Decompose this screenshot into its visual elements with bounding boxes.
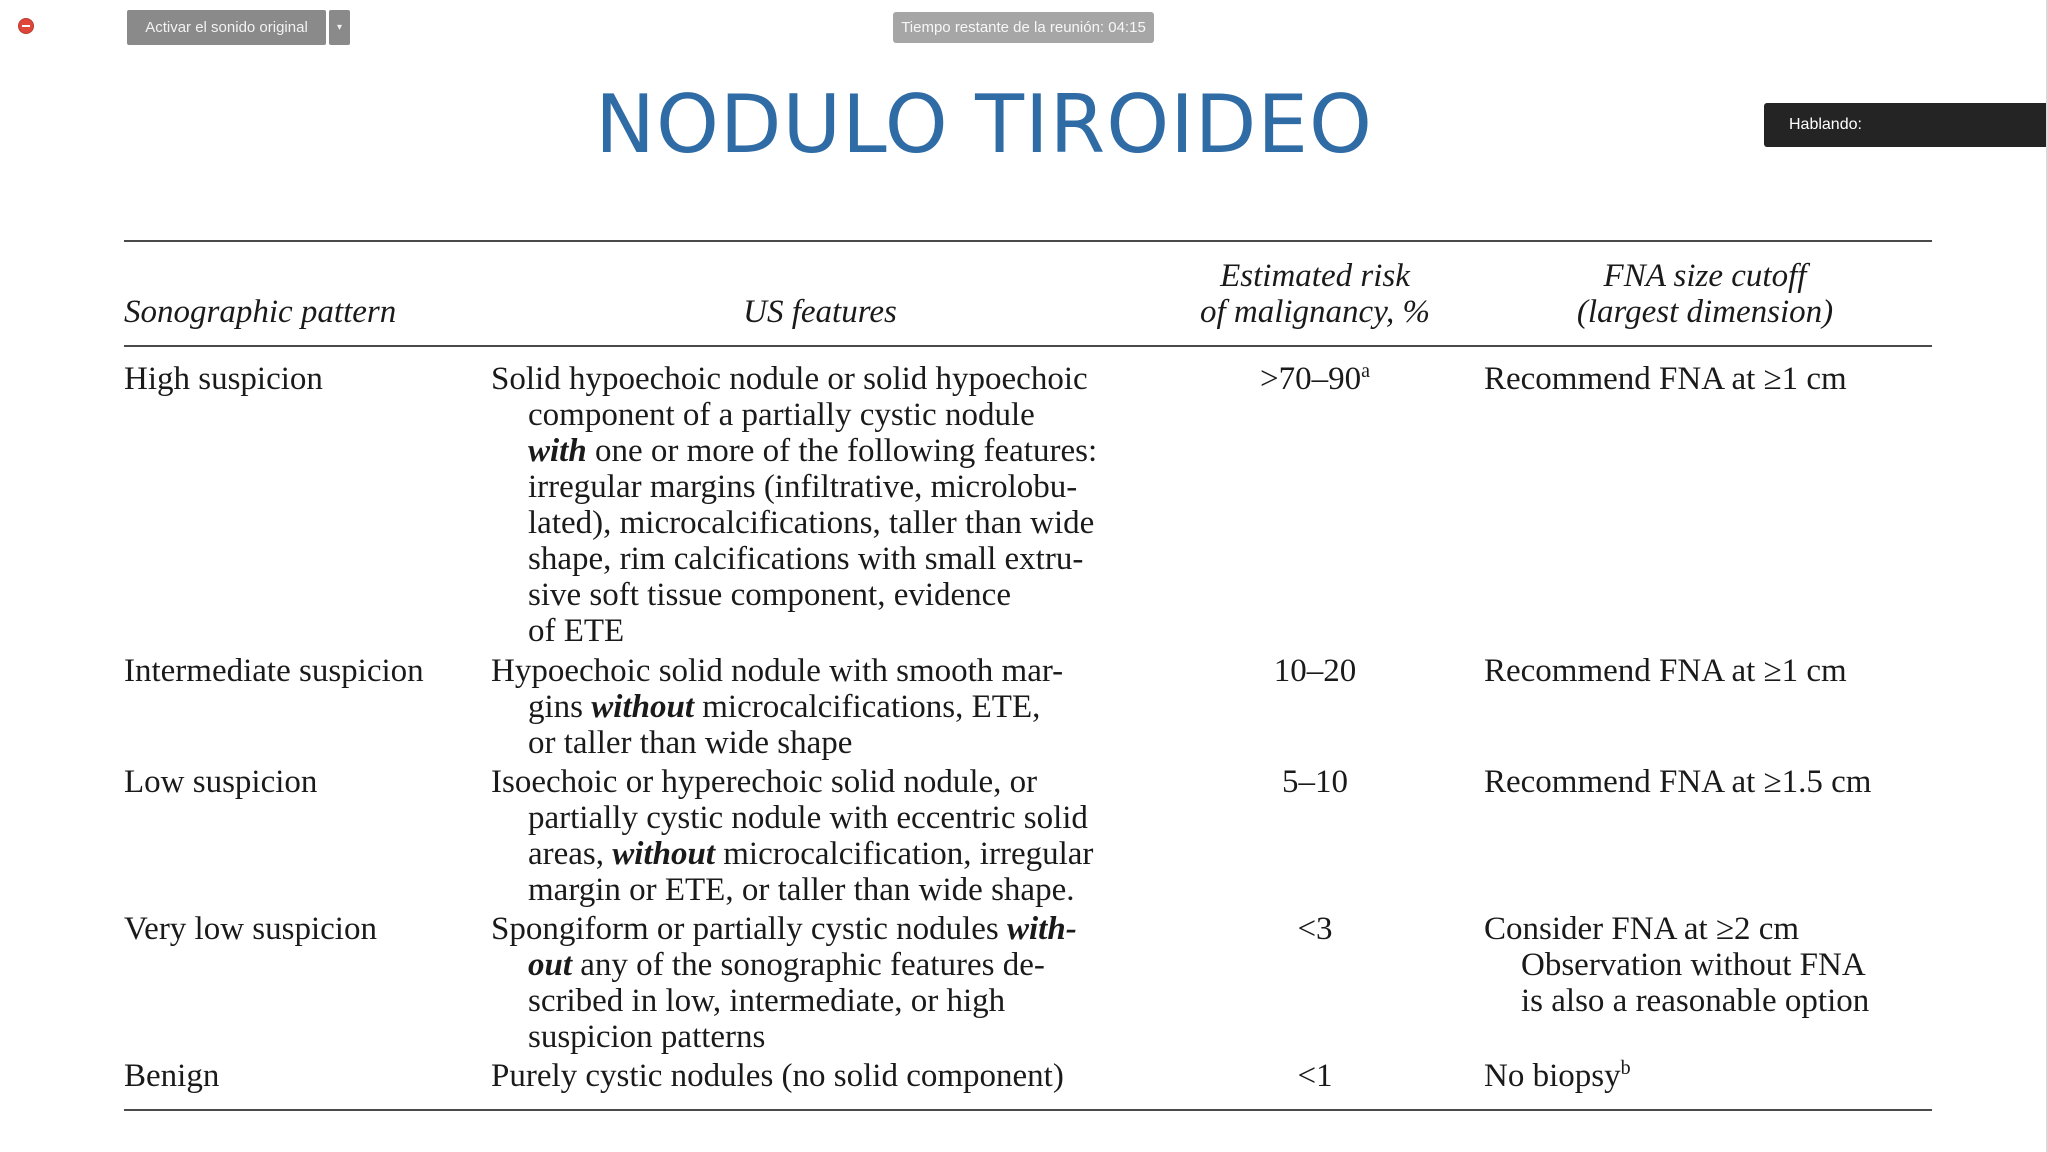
- feature-line: partially cystic nodule with eccentric solid: [528, 800, 1088, 836]
- feature-line: margin or ETE, or taller than wide shape.: [528, 872, 1075, 908]
- row-recommendation: [1484, 911, 1869, 1019]
- leave-meeting-icon[interactable]: [19, 19, 33, 33]
- header-risk: [1165, 258, 1465, 330]
- feature-line: out any of the sonographic features de-: [528, 947, 1045, 983]
- recommendation-line: No biopsy: [1484, 1058, 1621, 1094]
- table-top-rule: [124, 240, 1932, 242]
- feature-line: Purely cystic nodules (no solid component): [491, 1058, 1064, 1094]
- feature-line: lated), microcalcifications, taller than wide: [528, 505, 1095, 541]
- header-fna-line2: (largest dimension): [1576, 294, 1834, 330]
- row-recommendation: [1484, 653, 1847, 689]
- recommendation-line: Recommend FNA at ≥1 cm: [1484, 653, 1847, 689]
- feature-line: Isoechoic or hyperechoic solid nodule, or: [491, 764, 1038, 800]
- row-recommendation: [1484, 1058, 1631, 1094]
- feature-line: or taller than wide shape: [528, 725, 853, 761]
- row-risk: <1: [1297, 1058, 1333, 1094]
- original-audio-button[interactable]: Activar el sonido original: [127, 10, 326, 45]
- feature-line: suspicion patterns: [528, 1019, 766, 1055]
- header-fna-line1: FNA size cutoff: [1603, 258, 1807, 294]
- feature-line: shape, rim calcifications with small extru-: [528, 541, 1084, 577]
- feature-line: sive soft tissue component, evidence: [528, 577, 1011, 613]
- meeting-timer: Tiempo restante de la reunión: 04:15: [893, 12, 1154, 43]
- row-pattern: Intermediate suspicion: [124, 653, 424, 689]
- feature-line: irregular margins (infiltrative, microlobu-: [528, 469, 1078, 505]
- feature-line: component of a partially cystic nodule: [528, 397, 1035, 433]
- feature-line: Hypoechoic solid nodule with smooth mar-: [491, 653, 1064, 689]
- row-features: [491, 361, 1097, 649]
- header-risk-line2: of malignancy, %: [1199, 294, 1431, 330]
- risk-value: >70–90: [1259, 361, 1362, 397]
- recommendation-line: Observation without FNA: [1521, 947, 1866, 983]
- table-bottom-rule: [124, 1109, 1932, 1111]
- recommendation-line: Consider FNA at ≥2 cm: [1484, 911, 1800, 947]
- feature-line: Spongiform or partially cystic nodules with-: [491, 911, 1077, 947]
- row-features: [491, 911, 1077, 1055]
- row-recommendation: [1484, 764, 1871, 800]
- active-speaker-indicator: Hablando:: [1764, 103, 2048, 147]
- row-risk: 10–20: [1273, 653, 1357, 689]
- row-pattern: Low suspicion: [124, 764, 318, 800]
- header-features: US features: [743, 294, 897, 330]
- chevron-down-icon[interactable]: ▾: [329, 10, 350, 45]
- row-risk: 5–10: [1282, 764, 1348, 800]
- recommendation-line: is also a reasonable option: [1521, 983, 1870, 1019]
- recommendation-footnote: b: [1620, 1057, 1631, 1079]
- row-risk: <3: [1297, 911, 1333, 947]
- table-header-rule: [124, 345, 1932, 347]
- feature-line: Solid hypoechoic nodule or solid hypoechoic: [491, 361, 1088, 397]
- row-risk: [1165, 361, 1465, 397]
- recommendation-line: Recommend FNA at ≥1.5 cm: [1484, 764, 1872, 800]
- header-fna: [1525, 258, 1885, 330]
- recommendation-line: Recommend FNA at ≥1 cm: [1484, 361, 1847, 397]
- row-pattern: Benign: [124, 1058, 220, 1094]
- row-recommendation: [1484, 361, 1847, 397]
- header-risk-line1: Estimated risk: [1220, 258, 1410, 294]
- row-features: [491, 764, 1093, 908]
- slide-title: NODULO TIROIDEO: [595, 78, 1373, 171]
- row-pattern: Very low suspicion: [124, 911, 377, 947]
- row-features: [491, 653, 1063, 761]
- feature-line: with one or more of the following features:: [528, 433, 1098, 469]
- feature-line: scribed in low, intermediate, or high: [528, 983, 1006, 1019]
- row-features: [491, 1058, 1064, 1094]
- feature-line: of ETE: [528, 613, 625, 649]
- row-pattern: High suspicion: [124, 361, 323, 397]
- risk-footnote: a: [1361, 360, 1370, 382]
- header-pattern: Sonographic pattern: [124, 294, 397, 330]
- feature-line: gins without microcalcifications, ETE,: [528, 689, 1041, 725]
- feature-line: areas, without microcalcification, irregular: [528, 836, 1094, 872]
